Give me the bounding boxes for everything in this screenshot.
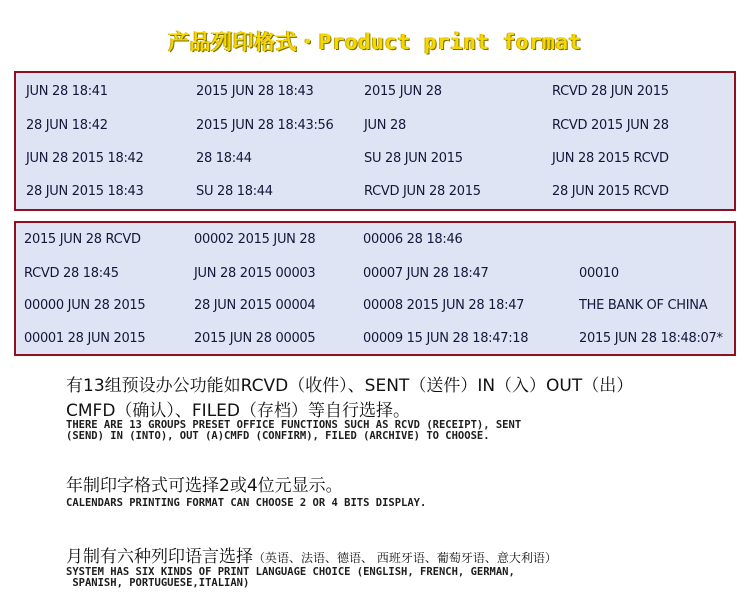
office-functions-english: THERE ARE 13 GROUPS PRESET OFFICE FUNCTIONS SUCH AS RCVD (RECEIPT), SENT xyxy=(66,419,522,431)
format-sample: JUN 28 2015 00003 xyxy=(194,266,316,281)
format-sample: JUN 28 2015 18:42 xyxy=(26,151,144,166)
format-panel-basic xyxy=(14,71,736,211)
format-sample: JUN 28 2015 RCVD xyxy=(552,151,669,166)
language-description-main: 月制有六种列印语言选择 xyxy=(66,547,253,567)
format-sample: JUN 28 18:41 xyxy=(26,84,108,99)
format-sample: 28 JUN 2015 RCVD xyxy=(552,184,669,199)
format-sample: 00006 28 18:46 xyxy=(363,232,463,247)
calendar-format-english: CALENDARS PRINTING FORMAT CAN CHOOSE 2 OR 4 BITS DISPLAY. xyxy=(66,497,427,509)
format-sample: THE BANK OF CHINA xyxy=(579,298,708,313)
format-sample: RCVD 28 JUN 2015 xyxy=(552,84,669,99)
office-functions-description: 有13组预设办公功能如RCVD（收件）、SENT（送件）IN（入）OUT（出） xyxy=(66,376,634,396)
format-panel-numbered xyxy=(14,221,736,356)
format-sample: 2015 JUN 28 xyxy=(364,84,442,99)
format-sample: 2015 JUN 28 18:48:07* xyxy=(579,331,723,346)
format-sample: 28 JUN 18:42 xyxy=(26,118,108,133)
format-sample: 28 JUN 2015 18:43 xyxy=(26,184,144,199)
page-title: 产品列印格式・Product print format xyxy=(168,30,582,54)
format-sample: 2015 JUN 28 00005 xyxy=(194,331,316,346)
format-sample: 00007 JUN 28 18:47 xyxy=(363,266,489,281)
format-sample: RCVD JUN 28 2015 xyxy=(364,184,481,199)
format-sample: 00001 28 JUN 2015 xyxy=(24,331,146,346)
format-sample: JUN 28 xyxy=(364,118,406,133)
format-sample: 28 JUN 2015 00004 xyxy=(194,298,316,313)
office-functions-english-cont: (SEND) IN (INTO), OUT (A)CMFD (CONFIRM), FILED (ARCHIVE) TO CHOOSE. xyxy=(66,430,490,442)
format-sample: 2015 JUN 28 18:43:56 xyxy=(196,118,334,133)
language-list: （英语、法语、德语、 西班牙语、葡萄牙语、意大利语） xyxy=(253,551,557,565)
format-sample: RCVD 2015 JUN 28 xyxy=(552,118,669,133)
format-sample: SU 28 JUN 2015 xyxy=(364,151,463,166)
format-sample: 00002 2015 JUN 28 xyxy=(194,232,316,247)
language-description xyxy=(66,542,557,567)
language-english: SYSTEM HAS SIX KINDS OF PRINT LANGUAGE CHOICE (ENGLISH, FRENCH, GERMAN, xyxy=(66,566,515,578)
format-sample: 00008 2015 JUN 28 18:47 xyxy=(363,298,525,313)
format-sample: 2015 JUN 28 18:43 xyxy=(196,84,314,99)
format-sample: 00010 xyxy=(579,266,619,281)
calendar-format-description: 年制印字格式可选择2或4位元显示。 xyxy=(66,476,343,496)
format-sample: 00000 JUN 28 2015 xyxy=(24,298,146,313)
language-english-cont: SPANISH, PORTUGUESE,ITALIAN) xyxy=(66,577,250,589)
format-sample: 00009 15 JUN 28 18:47:18 xyxy=(363,331,529,346)
office-functions-description-cont: CMFD（确认）、FILED（存档）等自行选择。 xyxy=(66,401,411,421)
format-sample: SU 28 18:44 xyxy=(196,184,273,199)
format-sample: 28 18:44 xyxy=(196,151,252,166)
format-sample: 2015 JUN 28 RCVD xyxy=(24,232,141,247)
format-sample: RCVD 28 18:45 xyxy=(24,266,119,281)
